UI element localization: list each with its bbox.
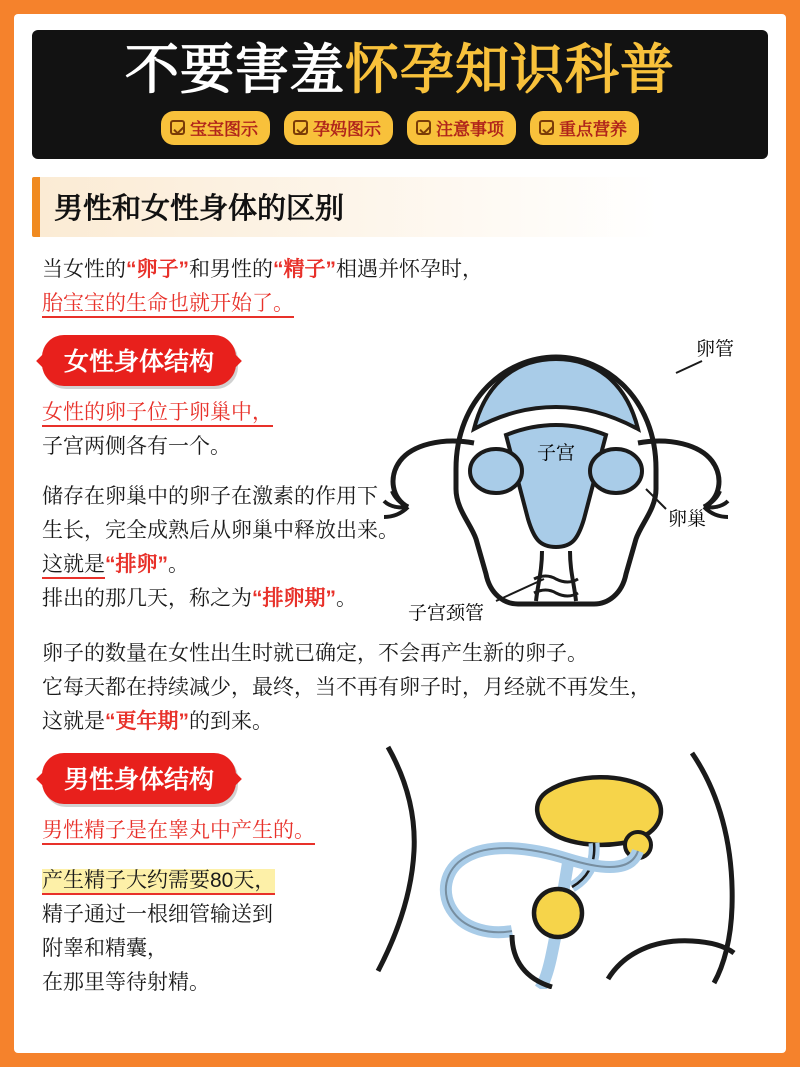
checkbox-icon: [293, 120, 308, 135]
male-text: 精子通过一根细管输送到: [42, 903, 273, 927]
egg-line-2: [42, 671, 762, 705]
intro-egg-term: “卵子”: [126, 258, 189, 282]
page-title-yellow: 怀孕知识科普: [345, 40, 675, 100]
label-uterus: 子宫: [536, 443, 576, 465]
female-line-5: [42, 548, 372, 582]
page-title: [42, 42, 758, 99]
female-line-4: [42, 514, 399, 548]
intro-text: 相遇并怀孕时，: [336, 258, 483, 282]
egg-text: 卵子的数量在女性出生时就已确定，不会再产生新的卵子。: [42, 642, 588, 666]
male-line-5: [42, 966, 372, 1000]
intro-sperm-term: “精子”: [273, 258, 336, 282]
header-chip-label: 孕妈图示: [313, 120, 381, 140]
section-heading-label: 男性和女性身体的区别: [54, 193, 345, 226]
label-ovary: 卵巢: [668, 509, 707, 531]
header-chip-label: 宝宝图示: [190, 120, 258, 140]
male-section: [42, 739, 762, 1000]
checkbox-icon: [416, 120, 431, 135]
header-chip-nutrition[interactable]: [530, 111, 639, 145]
checkbox-icon: [539, 120, 554, 135]
male-structure-label: 男性身体结构: [64, 766, 215, 795]
female-text: 生长，完全成熟后从卵巢中释放出来。: [42, 519, 399, 543]
female-text: 女性的卵子位于卵巢中，: [42, 401, 273, 427]
label-cervix: 子宫颈管: [408, 603, 485, 625]
intro-line-1: [42, 253, 762, 287]
header-chip-list: [42, 111, 758, 145]
male-anatomy-diagram: [362, 739, 762, 989]
male-line-4: [42, 932, 372, 966]
uterus-diagram: [346, 339, 766, 639]
header-chip-mother[interactable]: [284, 111, 393, 145]
header-chip-label: 重点营养: [559, 120, 627, 140]
poster-header: [32, 30, 768, 159]
female-structure-ribbon: [42, 335, 236, 386]
female-line-6: [42, 582, 372, 616]
header-chip-baby[interactable]: [161, 111, 270, 145]
female-text: 排出的那几天，称之为: [42, 587, 252, 611]
female-ovulation-term: “排卵”: [105, 553, 168, 577]
female-text: 子宫两侧各有一个。: [42, 435, 231, 459]
male-line-1: [42, 814, 372, 848]
egg-text: 的到来。: [189, 710, 273, 734]
header-chip-label: 注意事项: [436, 120, 504, 140]
female-text-column: [42, 321, 399, 616]
female-text: 这就是: [42, 553, 105, 579]
female-text: 。: [336, 587, 357, 611]
checkbox-icon: [170, 120, 185, 135]
poster-sheet: [14, 14, 786, 1053]
section-heading: [32, 177, 768, 237]
female-ovulation-period-term: “排卵期”: [252, 587, 336, 611]
egg-line-3: [42, 705, 762, 739]
menopause-term: “更年期”: [105, 710, 189, 734]
male-text-column: [42, 739, 372, 1000]
header-chip-notes[interactable]: [407, 111, 516, 145]
egg-text: 它每天都在持续减少，最终，当不再有卵子时，月经就不再发生，: [42, 676, 651, 700]
female-structure-label: 女性身体结构: [64, 348, 215, 377]
male-text: 附睾和精囊，: [42, 937, 168, 961]
female-text: 储存在卵巢中的卵子在激素的作用下: [42, 485, 378, 509]
male-structure-ribbon: [42, 753, 236, 804]
poster-body: [32, 243, 768, 1000]
female-line-3: [42, 480, 378, 514]
female-line-1: [42, 396, 372, 430]
male-sperm-days-text: 产生精子大约需要80天，: [42, 869, 275, 895]
intro-line-2: [42, 287, 762, 321]
intro-text: 当女性的: [42, 258, 126, 282]
male-text: 男性精子是在睾丸中产生的。: [42, 819, 315, 845]
intro-text: 和男性的: [189, 258, 273, 282]
page-title-white: 不要害羞: [125, 40, 345, 100]
egg-text: 这就是: [42, 710, 105, 734]
intro-underlined-text: 胎宝宝的生命也就开始了。: [42, 292, 294, 318]
male-text: 在那里等待射精。: [42, 971, 210, 995]
female-line-2: [42, 430, 372, 464]
male-line-3: [42, 898, 372, 932]
female-text: 。: [168, 553, 189, 577]
label-fallopian-tube: 卵管: [696, 339, 735, 361]
egg-count-paragraph: [42, 637, 762, 739]
male-line-2: [42, 864, 372, 898]
female-section: [42, 321, 762, 625]
egg-line-1: [42, 637, 762, 671]
